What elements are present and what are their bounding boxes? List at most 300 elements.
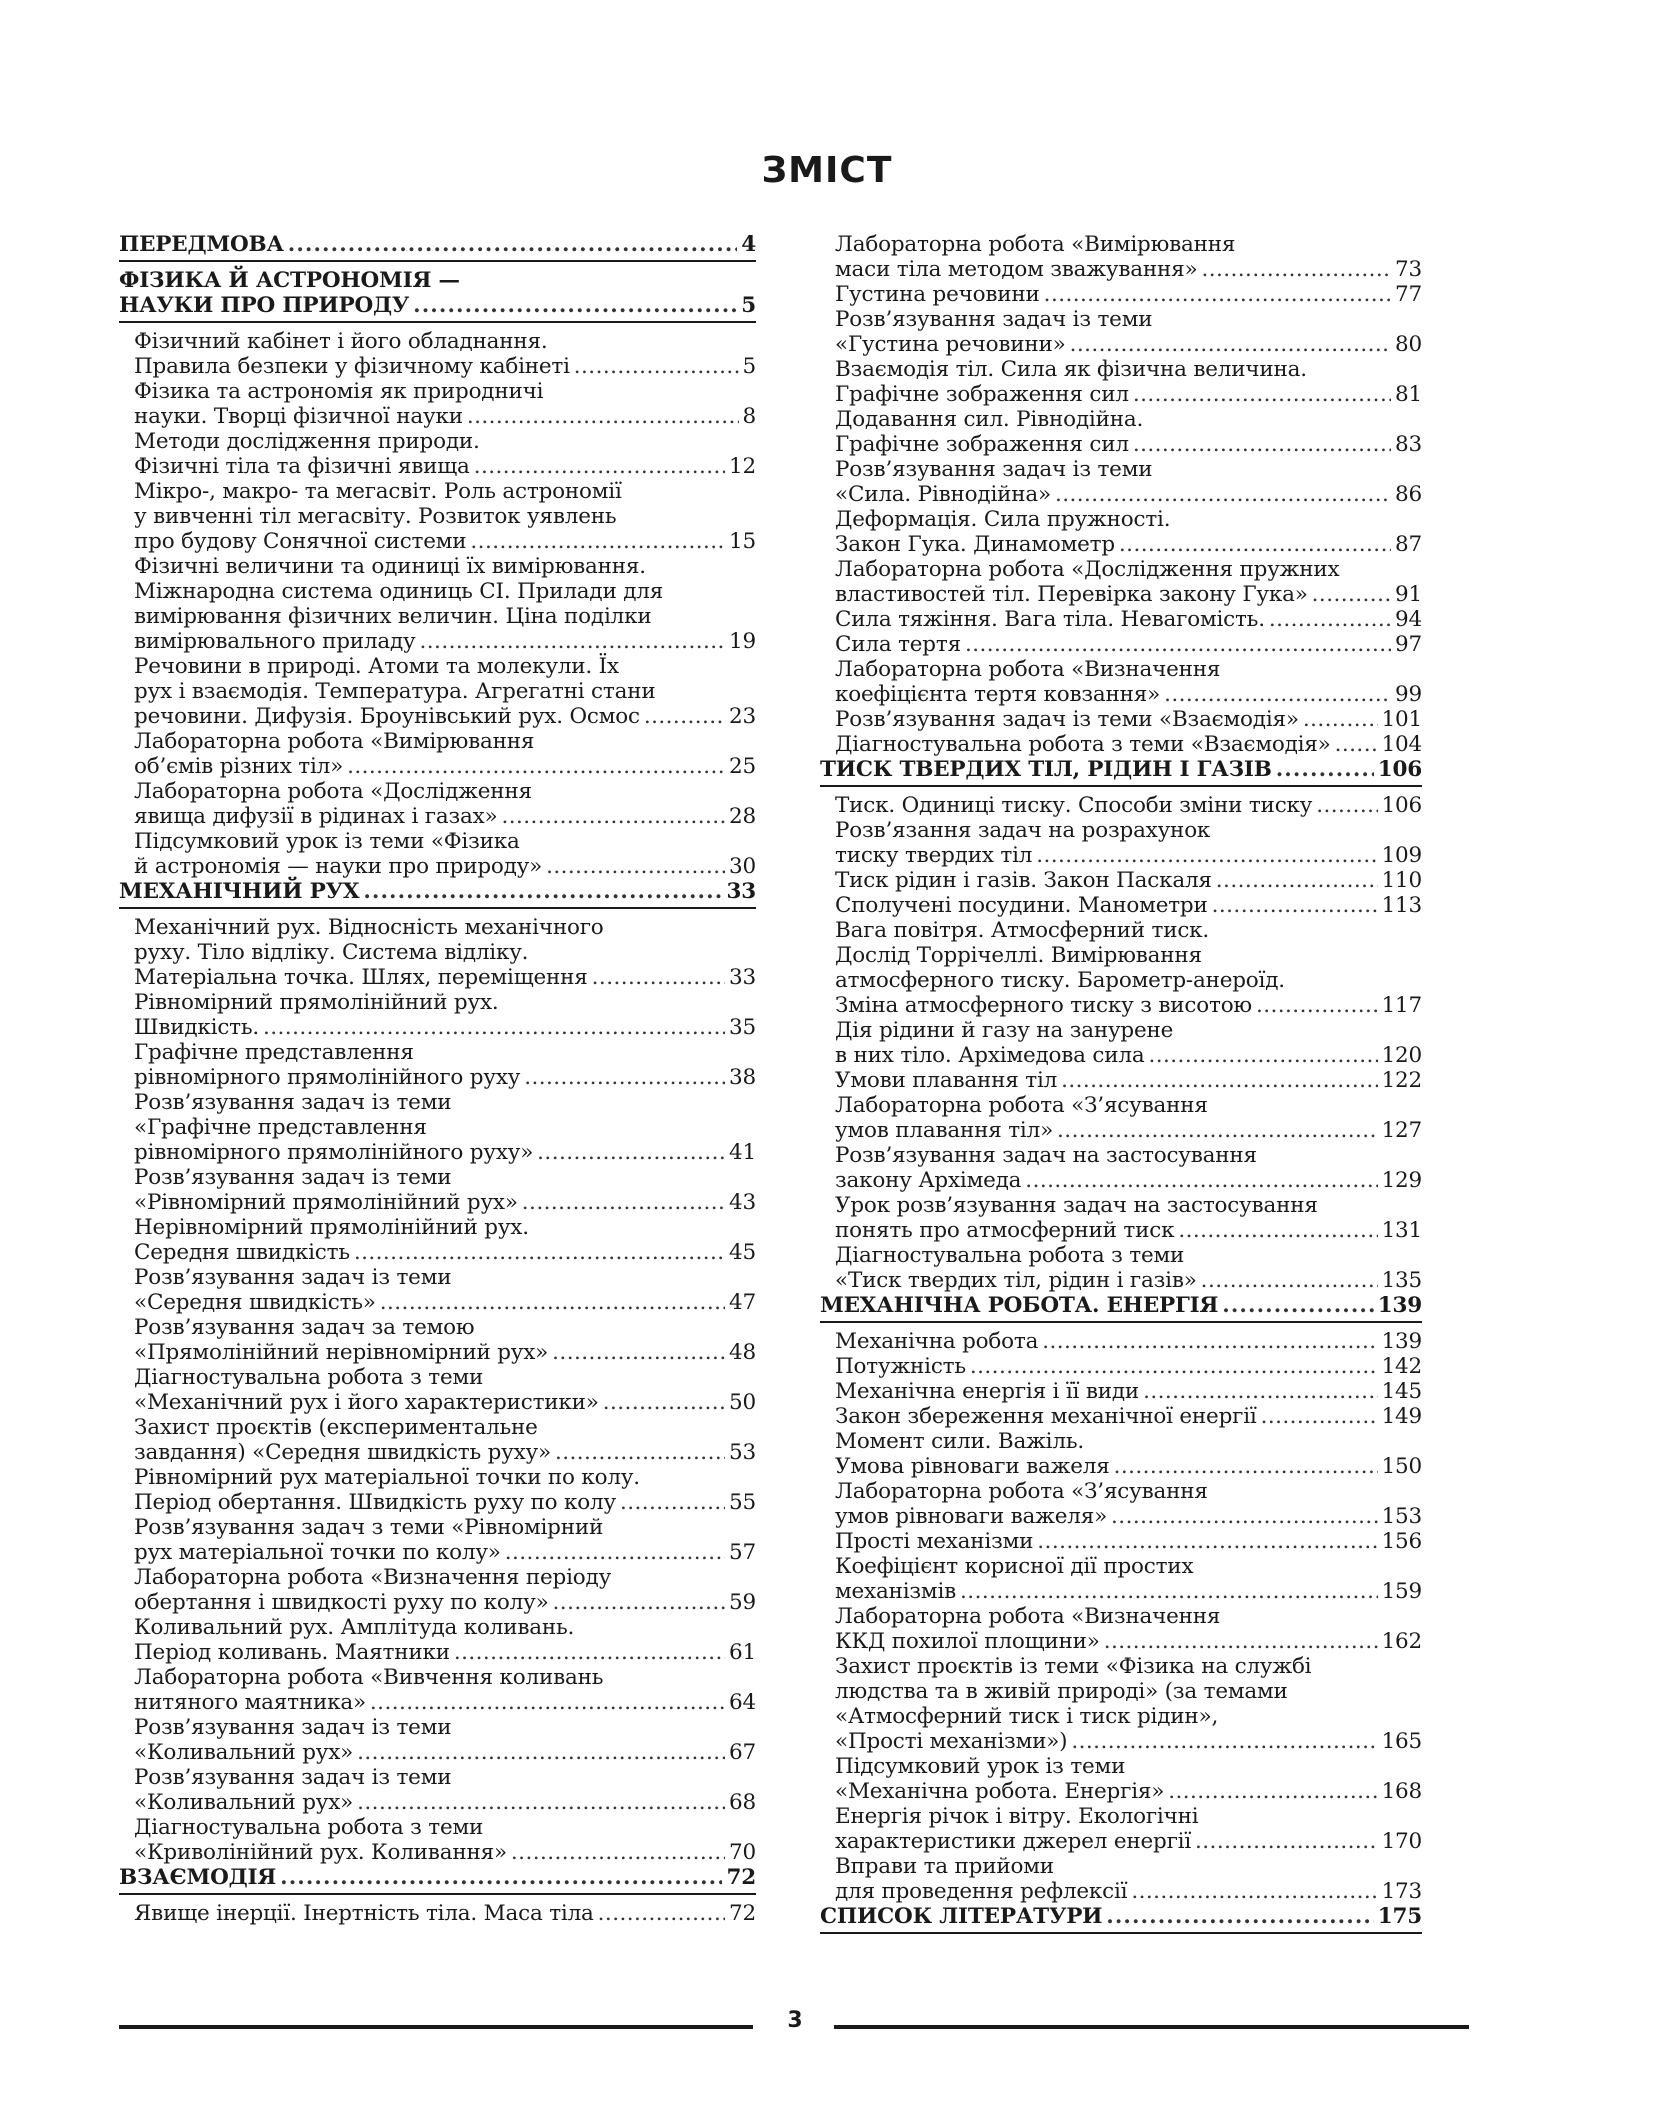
toc-entry-last-line xyxy=(134,1840,756,1865)
toc-entry[interactable] xyxy=(820,1404,1422,1429)
leader-dots xyxy=(1164,682,1391,707)
toc-entry-text: Лабораторна робота «Вимірювання xyxy=(134,729,535,754)
toc-entry-last-line xyxy=(134,965,756,990)
page-ref: 145 xyxy=(1381,1379,1422,1404)
toc-entry[interactable] xyxy=(820,457,1422,507)
toc-entry-line xyxy=(134,379,756,404)
toc-entry-line xyxy=(134,1765,756,1790)
toc-entry-text: Лабораторна робота «Вимірювання xyxy=(835,232,1236,257)
section-underline xyxy=(820,1321,1422,1323)
toc-entry-last-line xyxy=(134,454,756,479)
toc-entry[interactable] xyxy=(820,1554,1422,1604)
toc-entry-line xyxy=(134,1090,756,1115)
toc-entry[interactable] xyxy=(820,657,1422,707)
toc-entry-last-line xyxy=(134,1740,756,1765)
leader-dots xyxy=(1119,532,1391,557)
toc-entry-text: обертання і швидкості руху по колу» xyxy=(134,1590,549,1615)
toc-entry-text: Розв’язання задач на розрахунок xyxy=(835,818,1211,843)
toc-entry-text: в них тіло. Архімедова сила xyxy=(835,1043,1145,1068)
toc-entry[interactable] xyxy=(119,1565,756,1615)
toc-entry-last-line xyxy=(835,257,1422,282)
toc-entry-text: умов рівноваги важеля» xyxy=(835,1504,1108,1529)
toc-entry[interactable] xyxy=(119,1715,756,1765)
toc-entry-text: Умови плавання тіл xyxy=(835,1068,1058,1093)
toc-entry-line xyxy=(835,1193,1422,1218)
toc-entry-text: Захист проєктів (експериментальне xyxy=(134,1415,538,1440)
toc-entry-text: явища дифузії в рідинах і газах» xyxy=(134,804,498,829)
page-ref: 86 xyxy=(1395,482,1422,507)
toc-entry-text: речовини. Дифузія. Броунівський рух. Осмос xyxy=(134,704,640,729)
toc-entry-text: Сила тертя xyxy=(835,632,961,657)
leader-dots xyxy=(1148,1043,1377,1068)
toc-entry-last-line xyxy=(134,1901,756,1926)
page-ref: 57 xyxy=(729,1540,756,1565)
toc-entry-line xyxy=(119,268,756,293)
toc-left-column xyxy=(119,232,756,1926)
leader-dots xyxy=(470,529,725,554)
leader-dots xyxy=(1316,793,1377,818)
toc-entry[interactable] xyxy=(820,1654,1422,1754)
page-ref: 168 xyxy=(1381,1779,1422,1804)
toc-entry-line xyxy=(134,654,756,679)
page-ref: 127 xyxy=(1381,1118,1422,1143)
leader-dots xyxy=(1071,1729,1377,1754)
toc-entry-text: нитяного маятника» xyxy=(134,1690,366,1715)
leader-dots xyxy=(1195,1829,1378,1854)
leader-dots xyxy=(1061,1068,1377,1093)
toc-entry-text: «Прямолінійний нерівномірний рух» xyxy=(134,1340,549,1365)
toc-entry-last-line xyxy=(835,893,1422,918)
toc-entry-text: Додавання сил. Рівнодійна. xyxy=(835,407,1144,432)
toc-entry-line xyxy=(134,1615,756,1640)
page-ref: 61 xyxy=(729,1640,756,1665)
toc-entry[interactable] xyxy=(820,1479,1422,1529)
toc-entry-last-line xyxy=(835,793,1422,818)
toc-entry-last-line xyxy=(835,1043,1422,1068)
page-ref: 70 xyxy=(729,1840,756,1865)
page-ref: 41 xyxy=(729,1140,756,1165)
page-ref: 156 xyxy=(1381,1529,1422,1554)
leader-dots xyxy=(370,1690,725,1715)
toc-entry[interactable] xyxy=(119,1665,756,1715)
page-ref: 45 xyxy=(729,1240,756,1265)
page-ref: 135 xyxy=(1381,1268,1422,1293)
toc-entry-text: Діагностувальна робота з теми xyxy=(134,1815,484,1840)
page-ref: 12 xyxy=(729,454,756,479)
toc-entry-line xyxy=(134,1365,756,1390)
leader-dots xyxy=(1212,893,1378,918)
toc-entry-last-line xyxy=(835,607,1422,632)
page-ref: 153 xyxy=(1381,1504,1422,1529)
toc-entry-line xyxy=(134,1115,756,1140)
page-ref: 117 xyxy=(1381,993,1422,1018)
toc-entry-text: Середня швидкість xyxy=(134,1240,350,1265)
toc-entry[interactable] xyxy=(119,1815,756,1865)
leader-dots xyxy=(1106,1904,1373,1929)
page-ref: 142 xyxy=(1381,1354,1422,1379)
toc-entry-text: Графічне представлення xyxy=(134,1040,414,1065)
toc-entry-text: Рівномірний прямолінійний рух. xyxy=(134,990,499,1015)
leader-dots xyxy=(1131,1879,1377,1904)
toc-entry[interactable] xyxy=(820,1354,1422,1379)
toc-entry-line xyxy=(134,329,756,354)
toc-entry-line xyxy=(835,968,1422,993)
toc-entry-line xyxy=(835,1093,1422,1118)
leader-dots xyxy=(1168,1779,1377,1804)
toc-entry-text: Період обертання. Швидкість руху по колу xyxy=(134,1490,616,1515)
toc-entry[interactable] xyxy=(119,1265,756,1315)
leader-dots xyxy=(354,1240,725,1265)
toc-entry-text: Підсумковий урок із теми «Фізика xyxy=(134,829,520,854)
toc-entry[interactable] xyxy=(119,1090,756,1165)
toc-entry[interactable] xyxy=(119,429,756,479)
leader-dots xyxy=(357,1790,725,1815)
toc-entry-text: Розв’язування задач із теми «Взаємодія» xyxy=(835,707,1299,732)
toc-entry-line xyxy=(134,1515,756,1540)
leader-dots xyxy=(1222,1293,1373,1318)
section-title: НАУКИ ПРО ПРИРОДУ xyxy=(119,293,410,318)
toc-entry-text: механізмів xyxy=(835,1579,957,1604)
toc-entry-last-line xyxy=(835,707,1422,732)
page-ref: 109 xyxy=(1381,843,1422,868)
toc-entry[interactable] xyxy=(119,1765,756,1815)
toc-entry[interactable] xyxy=(820,632,1422,657)
toc-entry[interactable] xyxy=(119,1215,756,1265)
leader-dots xyxy=(420,629,726,654)
leader-dots xyxy=(965,632,1391,657)
toc-entry[interactable] xyxy=(820,918,1422,1018)
toc-entry[interactable] xyxy=(119,554,756,654)
leader-dots xyxy=(1303,707,1378,732)
leader-dots xyxy=(467,404,739,429)
toc-entry[interactable] xyxy=(119,990,756,1040)
page-ref: 120 xyxy=(1381,1043,1422,1068)
footer-rule-left xyxy=(119,2025,753,2029)
toc-entry-last-line xyxy=(835,682,1422,707)
toc-entry[interactable] xyxy=(820,1068,1422,1093)
toc-entry-text: вимірювання фізичних величин. Ціна поділки xyxy=(134,604,652,629)
page-ref: 150 xyxy=(1381,1454,1422,1479)
leader-dots xyxy=(522,1190,725,1215)
toc-entry-last-line xyxy=(835,868,1422,893)
page-ref: 101 xyxy=(1381,707,1422,732)
page-ref: 35 xyxy=(729,1015,756,1040)
toc-entry-text: Нерівномірний прямолінійний рух. xyxy=(134,1215,529,1240)
toc-entry-text: Методи дослідження природи. xyxy=(134,429,480,454)
toc-entry-text: ККД похилої площини» xyxy=(835,1629,1100,1654)
leader-dots xyxy=(363,879,722,904)
toc-entry-text: Мікро-, макро- та мегасвіт. Роль астрономії xyxy=(134,479,622,504)
toc-entry[interactable] xyxy=(820,557,1422,607)
toc-entry-text: понять про атмосферний тиск xyxy=(835,1218,1175,1243)
page-ref: 173 xyxy=(1381,1879,1422,1904)
page-ref: 72 xyxy=(729,1901,756,1926)
leader-dots xyxy=(1261,1404,1378,1429)
toc-entry-text: руху. Тіло відліку. Система відліку. xyxy=(134,940,529,965)
leader-dots xyxy=(1104,1629,1378,1654)
toc-entry[interactable] xyxy=(119,654,756,729)
page-ref: 80 xyxy=(1395,332,1422,357)
toc-entry[interactable] xyxy=(119,1040,756,1090)
page-ref: 23 xyxy=(729,704,756,729)
page-title: ЗМІСТ xyxy=(761,150,893,191)
page-ref: 139 xyxy=(1381,1329,1422,1354)
page-ref: 64 xyxy=(729,1690,756,1715)
toc-entry-line xyxy=(835,1429,1422,1454)
toc-entry-text: Міжнародна система одиниць СІ. Прилади для xyxy=(134,579,664,604)
toc-entry-line xyxy=(134,1215,756,1240)
toc-entry-line xyxy=(835,1604,1422,1629)
toc-entry-text: «Тиск твердих тіл, рідин і газів» xyxy=(835,1268,1197,1293)
toc-entry[interactable] xyxy=(820,1429,1422,1479)
toc-entry-text: Графічне зображення сил xyxy=(835,432,1129,457)
toc-entry-text: «Рівномірний прямолінійний рух» xyxy=(134,1190,518,1215)
toc-entry-last-line xyxy=(820,757,1422,782)
toc-entry[interactable] xyxy=(820,307,1422,357)
toc-entry[interactable] xyxy=(119,1365,756,1415)
toc-entry[interactable] xyxy=(820,407,1422,457)
toc-entry-text: Лабораторна робота «Дослідження пружних xyxy=(835,557,1340,582)
page-ref: 97 xyxy=(1395,632,1422,657)
toc-entry-text: «Механічний рух і його характеристики» xyxy=(134,1390,599,1415)
toc-entry[interactable] xyxy=(820,1093,1422,1143)
leader-dots xyxy=(1114,1454,1378,1479)
toc-entry-last-line xyxy=(835,843,1422,868)
leader-dots xyxy=(1070,332,1391,357)
toc-entry-line xyxy=(835,1854,1422,1879)
toc-entry-last-line xyxy=(835,282,1422,307)
toc-entry-text: Речовини в природі. Атоми та молекули. Їх xyxy=(134,654,619,679)
toc-entry[interactable] xyxy=(820,893,1422,918)
toc-entry-text: Механічна робота xyxy=(835,1329,1039,1354)
toc-entry-last-line xyxy=(835,1068,1422,1093)
toc-entry[interactable] xyxy=(820,732,1422,757)
toc-entry-last-line xyxy=(835,1454,1422,1479)
toc-entry[interactable] xyxy=(119,479,756,554)
toc-entry-line xyxy=(835,1479,1422,1504)
toc-entry[interactable] xyxy=(119,1465,756,1515)
toc-entry-last-line xyxy=(835,332,1422,357)
section-underline xyxy=(119,260,756,262)
toc-entry[interactable] xyxy=(820,507,1422,557)
toc-entry-text: «Атмосферний тиск і тиск рідин», xyxy=(835,1704,1219,1729)
toc-entry-text: Розв’язування задач із теми xyxy=(134,1265,452,1290)
leader-dots xyxy=(474,454,725,479)
toc-entry-last-line xyxy=(835,1829,1422,1854)
toc-entry[interactable] xyxy=(820,1754,1422,1804)
leader-dots xyxy=(380,1290,725,1315)
toc-entry[interactable] xyxy=(119,829,756,879)
leader-dots xyxy=(1312,582,1391,607)
toc-entry[interactable] xyxy=(119,1315,756,1365)
toc-entry-text: Правила безпеки у фізичному кабінеті xyxy=(134,354,570,379)
leader-dots xyxy=(574,354,739,379)
toc-entry-text: Вправи та прийоми xyxy=(835,1854,1054,1879)
section-underline xyxy=(119,321,756,323)
toc-entry-line xyxy=(835,232,1422,257)
page-ref: 83 xyxy=(1395,432,1422,457)
page-ref: 72 xyxy=(726,1865,756,1890)
page-ref: 50 xyxy=(729,1390,756,1415)
toc-entry-text: Лабораторна робота «З’ясування xyxy=(835,1479,1208,1504)
toc-section[interactable] xyxy=(119,268,756,318)
toc-entry-text: Розв’язування задач із теми xyxy=(134,1765,452,1790)
section-title: ПЕРЕДМОВА xyxy=(119,232,284,257)
toc-entry-line xyxy=(134,1415,756,1440)
toc-entry[interactable] xyxy=(119,329,756,379)
leader-dots xyxy=(505,1540,725,1565)
toc-entry[interactable] xyxy=(820,1243,1422,1293)
toc-entry-text: Умова рівноваги важеля xyxy=(835,1454,1110,1479)
toc-entry-text: для проведення рефлексії xyxy=(835,1879,1128,1904)
toc-entry[interactable] xyxy=(820,1854,1422,1904)
toc-entry[interactable] xyxy=(119,965,756,990)
toc-entry-text: Лабораторна робота «З’ясування xyxy=(835,1093,1208,1118)
toc-entry[interactable] xyxy=(119,1615,756,1665)
toc-entry-text: Дія рідини й газу на занурене xyxy=(835,1018,1174,1043)
toc-entry[interactable] xyxy=(820,232,1422,282)
page-ref: 59 xyxy=(729,1590,756,1615)
toc-right-column xyxy=(820,232,1422,1940)
toc-entry-text: Захист проєктів із теми «Фізика на службі xyxy=(835,1654,1312,1679)
page-ref: 106 xyxy=(1381,793,1422,818)
page-ref: 106 xyxy=(1377,757,1422,782)
toc-entry-text: Розв’язування задач із теми xyxy=(134,1090,452,1115)
toc-entry-text: Потужність xyxy=(835,1354,966,1379)
toc-entry-line xyxy=(134,915,756,940)
toc-section[interactable] xyxy=(820,1293,1422,1318)
leader-dots xyxy=(263,1015,725,1040)
toc-entry-text: рівномірного прямолінійного руху» xyxy=(134,1140,534,1165)
toc-entry-last-line xyxy=(820,1293,1422,1318)
toc-entry-line xyxy=(134,1465,756,1490)
toc-entry-line xyxy=(134,429,756,454)
toc-section[interactable] xyxy=(820,1904,1422,1929)
section-title: ВЗАЄМОДІЯ xyxy=(119,1865,277,1890)
toc-entry-text: «Середня швидкість» xyxy=(134,1290,376,1315)
toc-entry[interactable] xyxy=(119,1165,756,1215)
page-ref: 25 xyxy=(729,754,756,779)
toc-entry-line xyxy=(134,1565,756,1590)
toc-entry[interactable] xyxy=(119,729,756,779)
toc-entry[interactable] xyxy=(119,1901,756,1926)
toc-entry[interactable] xyxy=(820,868,1422,893)
toc-entry-last-line xyxy=(134,1440,756,1465)
toc-entry[interactable] xyxy=(820,1804,1422,1854)
toc-entry-line xyxy=(835,918,1422,943)
toc-entry-line xyxy=(835,1554,1422,1579)
toc-section[interactable] xyxy=(820,757,1422,782)
toc-entry[interactable] xyxy=(820,1329,1422,1354)
toc-entry-line xyxy=(835,507,1422,532)
toc-entry[interactable] xyxy=(820,707,1422,732)
toc-entry-text: «Сила. Рівнодійна» xyxy=(835,482,1051,507)
page-ref: 81 xyxy=(1395,382,1422,407)
toc-entry-line xyxy=(134,1165,756,1190)
page-ref: 5 xyxy=(742,354,756,379)
toc-section[interactable] xyxy=(119,232,756,257)
toc-entry[interactable] xyxy=(820,1193,1422,1243)
leader-dots xyxy=(546,854,725,879)
toc-entry[interactable] xyxy=(820,1529,1422,1554)
toc-entry[interactable] xyxy=(119,1415,756,1465)
page-ref: 47 xyxy=(729,1290,756,1315)
leader-dots xyxy=(1025,1168,1377,1193)
toc-entry[interactable] xyxy=(820,357,1422,407)
toc-entry-last-line xyxy=(134,1065,756,1090)
toc-entry[interactable] xyxy=(820,818,1422,868)
toc-entry[interactable] xyxy=(820,1379,1422,1404)
leader-dots xyxy=(1044,282,1391,307)
toc-entry-text: Закон Гука. Динамометр xyxy=(835,532,1115,557)
toc-entry-last-line xyxy=(835,1579,1422,1604)
toc-entry-last-line xyxy=(134,1390,756,1415)
toc-entry-line xyxy=(134,479,756,504)
toc-entry-text: Розв’язування задач із теми xyxy=(134,1165,452,1190)
toc-entry[interactable] xyxy=(820,282,1422,307)
toc-entry[interactable] xyxy=(820,1604,1422,1654)
toc-entry-text: Лабораторна робота «Вивчення коливань xyxy=(134,1665,604,1690)
toc-entry-line xyxy=(835,818,1422,843)
toc-entry[interactable] xyxy=(119,779,756,829)
toc-entry-line xyxy=(134,1715,756,1740)
toc-entry[interactable] xyxy=(119,379,756,429)
toc-entry-last-line xyxy=(134,1240,756,1265)
toc-entry-line xyxy=(835,1754,1422,1779)
toc-entry-text: рух матеріальної точки по колу» xyxy=(134,1540,501,1565)
toc-entry-text: рух і взаємодія. Температура. Агрегатні стани xyxy=(134,679,656,704)
toc-entry-text: Коефіцієнт корисної дії простих xyxy=(835,1554,1194,1579)
leader-dots xyxy=(598,1901,725,1926)
toc-entry-last-line xyxy=(134,1540,756,1565)
leader-dots xyxy=(555,1440,725,1465)
leader-dots xyxy=(1178,1218,1377,1243)
leader-dots xyxy=(454,1640,725,1665)
toc-section[interactable] xyxy=(119,879,756,904)
toc-entry[interactable] xyxy=(119,1515,756,1565)
toc-entry-text: Механічний рух. Відносність механічного xyxy=(134,915,604,940)
toc-entry[interactable] xyxy=(119,915,756,965)
toc-entry-text: Фізика та астрономія як природничі xyxy=(134,379,544,404)
toc-entry-text: Тиск рідин і газів. Закон Паскаля xyxy=(835,868,1212,893)
page-ref: 5 xyxy=(741,293,756,318)
toc-entry-line xyxy=(835,1018,1422,1043)
toc-entry-last-line xyxy=(835,1629,1422,1654)
toc-entry[interactable] xyxy=(820,607,1422,632)
toc-entry-last-line xyxy=(820,1904,1422,1929)
toc-entry-text: Густина речовини xyxy=(835,282,1040,307)
toc-entry-text: Лабораторна робота «Визначення періоду xyxy=(134,1565,612,1590)
toc-section[interactable] xyxy=(119,1865,756,1890)
section-underline xyxy=(820,1932,1422,1934)
toc-entry[interactable] xyxy=(820,793,1422,818)
toc-entry-line xyxy=(134,779,756,804)
toc-entry-text: науки. Творці фізичної науки xyxy=(134,404,463,429)
page-ref: 139 xyxy=(1377,1293,1422,1318)
toc-entry[interactable] xyxy=(820,1143,1422,1193)
toc-entry-text: тиску твердих тіл xyxy=(835,843,1033,868)
toc-entry[interactable] xyxy=(820,1018,1422,1068)
toc-entry-line xyxy=(134,829,756,854)
section-title: МЕХАНІЧНИЙ РУХ xyxy=(119,879,360,904)
toc-entry-line xyxy=(134,604,756,629)
toc-entry-text: Розв’язування задач на застосування xyxy=(835,1143,1257,1168)
toc-entry-text: «Прості механізми») xyxy=(835,1729,1068,1754)
leader-dots xyxy=(1055,482,1391,507)
toc-entry-text: Взаємодія тіл. Сила як фізична величина. xyxy=(835,357,1307,382)
page-ref: 113 xyxy=(1381,893,1422,918)
page-ref: 77 xyxy=(1395,282,1422,307)
